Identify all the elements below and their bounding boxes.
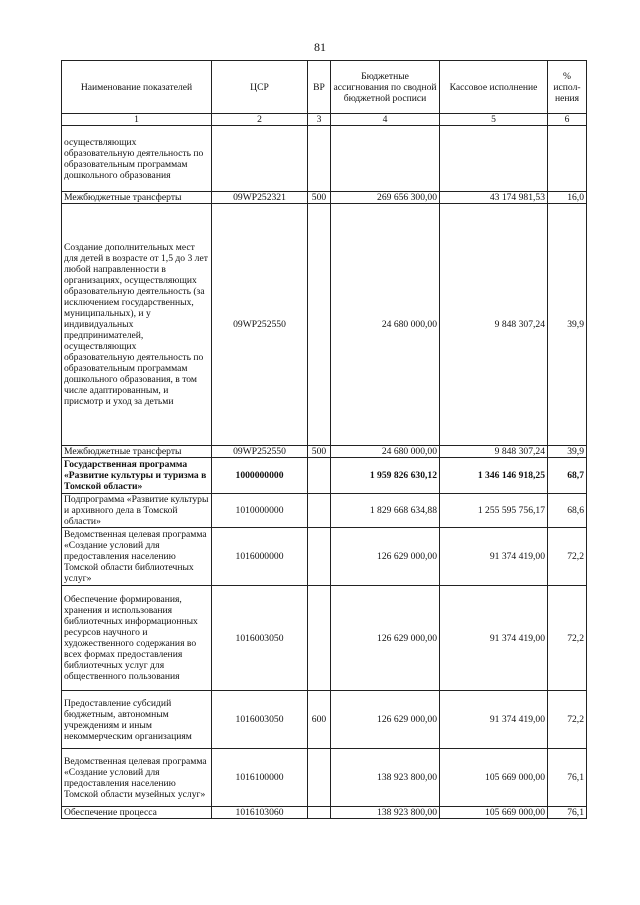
cell-pct: 39,9 [548,204,587,446]
cell-vr [308,494,331,528]
cell-csr: 1016103060 [212,807,308,819]
table-row [62,528,587,586]
cell-name: Предоставление субсидий бюджетным, автономным учреждениям и иным некоммерческим организациям [62,691,212,749]
cell-pct: 68,7 [548,458,587,494]
cell-cash: 91 374 419,00 [440,528,548,586]
cell-vr [308,807,331,819]
column-number: 1 [62,114,212,126]
cell-name: Ведомственная целевая программа «Создание условий для предоставления населению Томской области музейных услуг» [62,749,212,807]
cell-csr: 09WP252321 [212,192,308,204]
cell-pct: 39,9 [548,446,587,458]
cell-budget: 126 629 000,00 [331,528,440,586]
cell-cash: 91 374 419,00 [440,691,548,749]
cell-name: Межбюджетные трансферты [62,446,212,458]
cell-vr [308,586,331,691]
cell-name: Ведомственная целевая программа «Создание условий для предоставления населению Томской области библиотечных услуг» [62,528,212,586]
table-row [62,691,587,749]
cell-pct: 72,2 [548,528,587,586]
table-row [62,586,587,691]
header-vr: ВР [308,61,331,114]
cell-csr [212,126,308,192]
column-number: 2 [212,114,308,126]
cell-cash: 1 346 146 918,25 [440,458,548,494]
cell-csr: 1016003050 [212,691,308,749]
cell-vr [308,458,331,494]
cell-pct: 72,2 [548,691,587,749]
cell-vr [308,204,331,446]
table-row [62,126,587,192]
table-row [62,204,587,446]
cell-cash: 9 848 307,24 [440,204,548,446]
cell-vr [308,528,331,586]
cell-budget: 1 829 668 634,88 [331,494,440,528]
cell-pct: 68,6 [548,494,587,528]
cell-cash [440,126,548,192]
cell-name: Межбюджетные трансферты [62,192,212,204]
cell-pct [548,126,587,192]
table-row [62,807,587,819]
cell-cash: 9 848 307,24 [440,446,548,458]
column-number: 5 [440,114,548,126]
table-row [62,446,587,458]
table-row [62,192,587,204]
cell-csr: 1016100000 [212,749,308,807]
cell-vr: 500 [308,446,331,458]
cell-cash: 43 174 981,53 [440,192,548,204]
table-body [62,126,587,819]
cell-cash: 91 374 419,00 [440,586,548,691]
cell-pct: 72,2 [548,586,587,691]
header-csr: ЦСР [212,61,308,114]
column-number: 6 [548,114,587,126]
budget-execution-table [61,60,587,819]
cell-budget: 126 629 000,00 [331,691,440,749]
cell-vr [308,126,331,192]
header-name: Наименование показателей [62,61,212,114]
header-pct: % испол-нения [548,61,587,114]
page-number: 81 [314,40,326,54]
cell-csr: 1000000000 [212,458,308,494]
cell-budget: 138 923 800,00 [331,807,440,819]
cell-budget: 1 959 826 630,12 [331,458,440,494]
cell-name: Обеспечение процесса [62,807,212,819]
cell-budget: 24 680 000,00 [331,204,440,446]
column-number: 4 [331,114,440,126]
cell-cash: 105 669 000,00 [440,749,548,807]
cell-budget [331,126,440,192]
cell-pct: 76,1 [548,749,587,807]
cell-name: Обеспечение формирования, хранения и использования библиотечных информационных ресурсов научного и художественного содержания во всех формах предоставления библиотечных услуг для общественного пользования [62,586,212,691]
cell-budget: 269 656 300,00 [331,192,440,204]
cell-pct: 76,1 [548,807,587,819]
cell-csr: 1010000000 [212,494,308,528]
table-row [62,458,587,494]
column-number-row [62,114,587,126]
cell-budget: 24 680 000,00 [331,446,440,458]
header-cash: Кассовое исполнение [440,61,548,114]
cell-budget: 138 923 800,00 [331,749,440,807]
cell-vr: 600 [308,691,331,749]
table-row [62,494,587,528]
cell-name: Подпрограмма «Развитие культуры и архивного дела в Томской области» [62,494,212,528]
table-row [62,749,587,807]
cell-vr [308,749,331,807]
cell-budget: 126 629 000,00 [331,586,440,691]
cell-name: Государственная программа «Развитие культуры и туризма в Томской области» [62,458,212,494]
column-number: 3 [308,114,331,126]
cell-name: осуществляющих образовательную деятельность по образовательным программам дошкольного образования [62,126,212,192]
cell-csr: 09WP252550 [212,204,308,446]
header-budget: Бюджетные ассигнования по сводной бюджетной росписи [331,61,440,114]
cell-csr: 1016003050 [212,586,308,691]
cell-name: Создание дополнительных мест для детей в возрасте от 1,5 до 3 лет любой направленности в организациях, осуществляющих образовательную деятельность (за исключением государственных, муниципальных), и у индивидуальных предпринимателей, осуществляющих образовательную деятельность по образовательным программам дошкольного образования, в том числе адаптированным, и присмотр и уход за детьми [62,204,212,446]
cell-vr: 500 [308,192,331,204]
cell-cash: 1 255 595 756,17 [440,494,548,528]
cell-csr: 09WP252550 [212,446,308,458]
cell-cash: 105 669 000,00 [440,807,548,819]
cell-pct: 16,0 [548,192,587,204]
header-row [62,61,587,114]
cell-csr: 1016000000 [212,528,308,586]
